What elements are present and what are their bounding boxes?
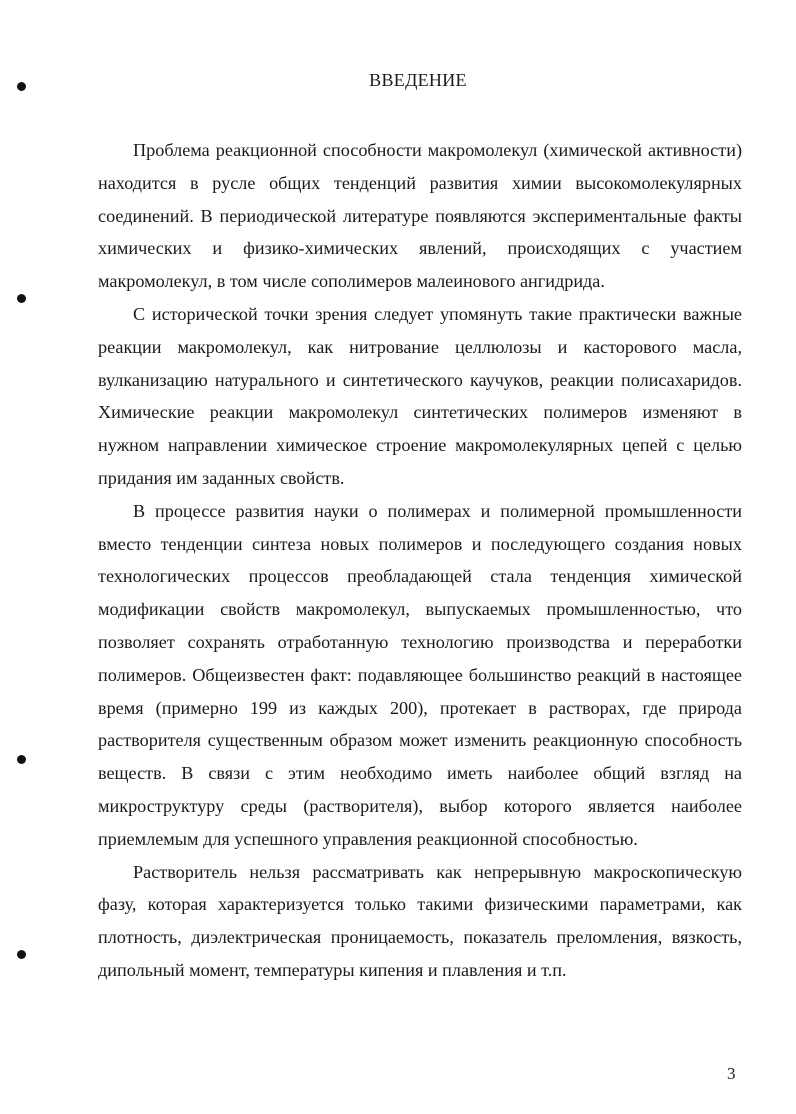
body-text (98, 134, 742, 987)
punch-hole-mark (17, 950, 26, 959)
page-title: ВВЕДЕНИЕ (369, 70, 467, 90)
page-number: 3 (727, 1064, 736, 1083)
paragraph: С исторической точки зрения следует упомянуть такие практически важные реакции макромолекул, как нитрование целлюлозы и касторового масла, вулканизацию натурального и синтетического каучуков, реакции полисахаридов. Химические реакции макромолекул синтетических полимеров изменяют в нужном направлении химическое строение макромолекулярных цепей с целью придания им заданных свойств. (98, 303, 742, 488)
punch-hole-mark (17, 755, 26, 764)
paragraph: В процессе развития науки о полимерах и полимерной промышленности вместо тенденции синтеза новых полимеров и последующего создания новых технологических процессов преобладающей стала тенденция химической модификации свойств макромолекул, выпускаемых промышленностью, что позволяет сохранять отработанную технологию производства и переработки полимеров. Общеизвестен факт: подавляющее большинство реакций в настоящее время (примерно 199 из каждых 200), протекает в растворах, где природа растворителя существенным образом может изменить реакционную способность веществ. В связи с этим необходимо иметь наиболее общий взгляд на микроструктуру среды (растворителя), выбор которого является наиболее приемлемым для успешного управления реакционной способностью. (98, 500, 742, 849)
punch-hole-mark (17, 294, 26, 303)
paragraph: Проблема реакционной способности макромолекул (химической активности) находится в русле общих тенденций развития химии высокомолекулярных соединений. В периодической литературе появляются экспериментальные факты химических и физико-химических явлений, происходящих с участием макромолекул, в том числе сополимеров малеинового ангидрида. (98, 140, 742, 292)
paragraph: Растворитель нельзя рассматривать как непрерывную макроскопическую фазу, которая характеризуется только такими физическими параметрами, как плотность, диэлектрическая проницаемость, показатель преломления, вязкость, дипольный момент, температуры кипения и плавления и т.п. (98, 861, 742, 980)
